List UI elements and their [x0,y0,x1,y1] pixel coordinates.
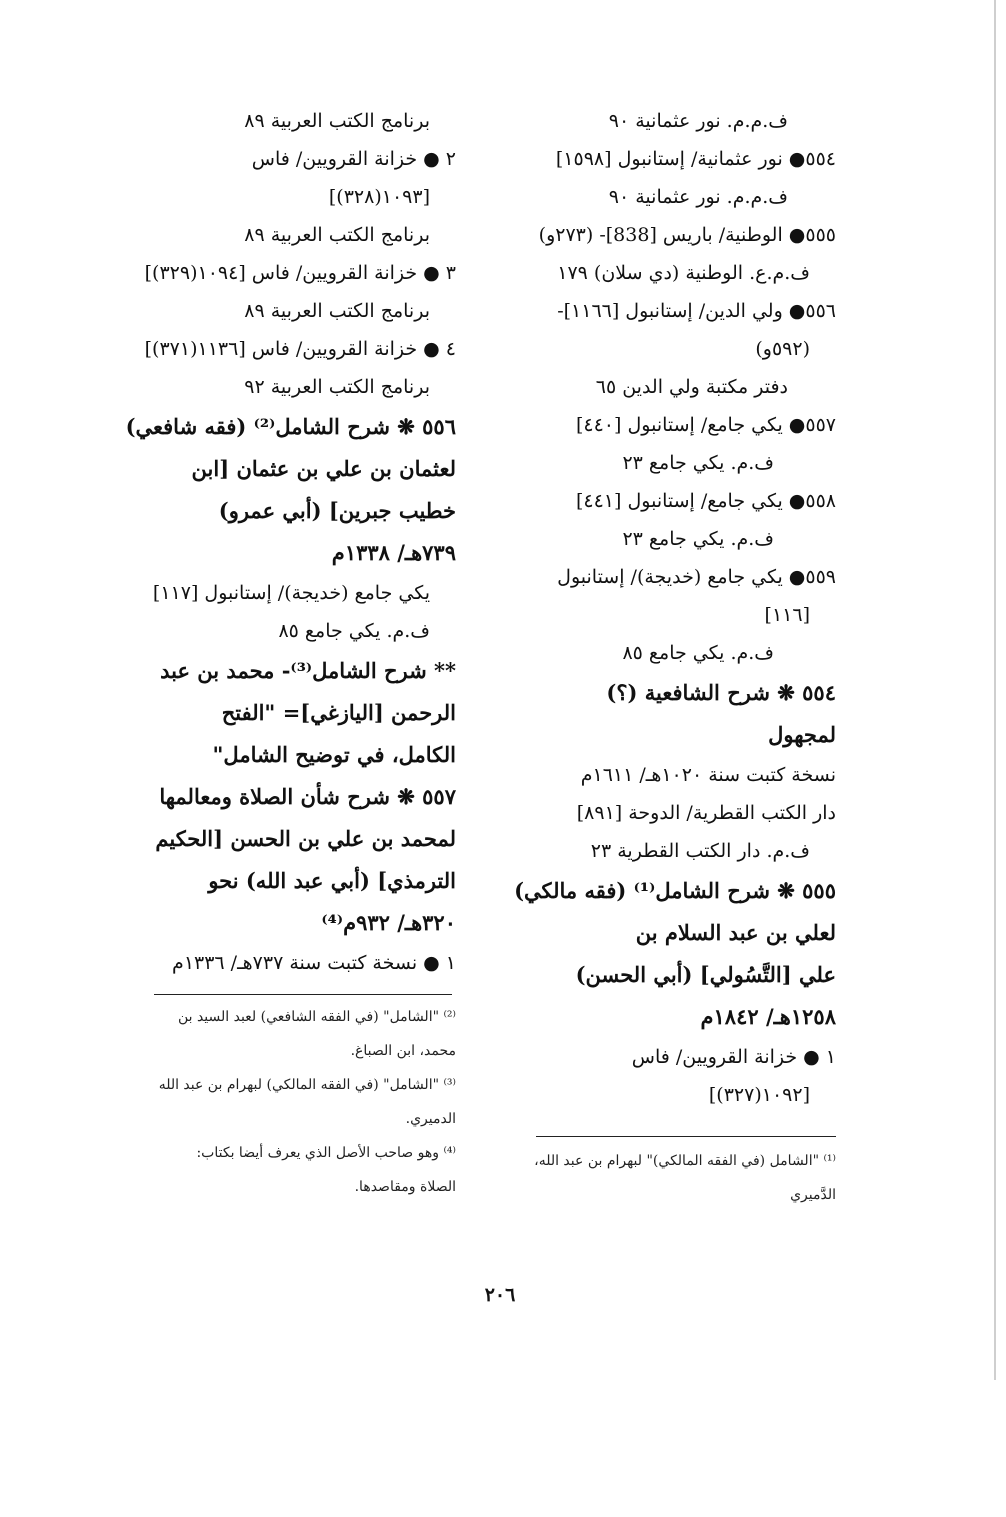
left-column-line: ٥٥٦ ❋ شرح الشامل⁽²⁾ (فقه شافعي) [125,414,456,439]
footnote-right-line: الدَّميري [790,1187,836,1203]
right-column-line: ١ ● خزانة القرويين/ فاس [631,1046,836,1068]
right-column-line: ٥٥٤● نور عثمانية/ إستانبول [١٥٩٨] [555,148,836,170]
left-column-line: [١٠٩٣(٣٢٨)] [328,186,430,208]
right-column-line: ٥٥٤ ❋ شرح الشافعية (؟) [606,680,836,705]
left-column-line: برنامج الكتب العربية ٩٢ [244,376,430,398]
footnote-left-line: الصلاة ومقاصدها. [354,1179,456,1195]
footnote-rule-left [154,994,452,995]
footnote-left-line: ⁽³⁾ "الشامل" (في الفقه المالكي) لبهرام بن عبد الله [158,1077,456,1093]
right-column-line: ف.م. يكي جامع ٢٣ [622,452,774,474]
right-column-line: لمجهول [768,722,836,747]
footnotes-right [498,1144,836,1212]
left-column-line: لعثمان بن علي بن عثمان [ابن [191,456,456,481]
left-column-line: برنامج الكتب العربية ٨٩ [244,110,430,132]
left-column-line: ف.م. يكي جامع ٨٥ [278,620,430,642]
footnote-right-line: ⁽¹⁾ "الشامل (في الفقه المالكي)" لبهرام بن عبد الله، [534,1153,836,1169]
right-column-line: علي [التَّسُولي] (أبي الحسن) [575,962,836,987]
left-column-line: ٥٥٧ ❋ شرح شأن الصلاة ومعالمها [159,784,456,809]
left-column-line: ** شرح الشامل⁽³⁾- محمد بن عبد [160,658,456,683]
left-column-line: يكي جامع (خديجة)/ إستانبول [١١٧] [152,582,430,604]
footnote-left-line: ⁽⁴⁾ وهو صاحب الأصل الذي يعرف أيضا بكتاب: [196,1145,456,1161]
right-column-line: ف.م.م. نور عثمانية ٩٠ [608,186,788,208]
right-column-line: ٥٥٦● ولي الدين/ إستانبول [١١٦٦]- [557,300,836,322]
right-column-line: ف.م. يكي جامع ٨٥ [622,642,774,664]
footnote-rule-right [536,1136,836,1137]
right-column-line: ٥٥٩● يكي جامع (خديجة)/ إستانبول [557,566,836,588]
footnotes-left [112,1000,456,1204]
left-column-line: الترمذي] (أبي عبد الله) نحو [208,868,456,893]
right-column-line: [١٠٩٢(٣٢٧)] [708,1084,810,1106]
left-column-line: ١ ● نسخة كتبت سنة ٧٣٧هـ/ ١٣٣٦م [172,952,456,974]
left-column-line: ٤ ● خزانة القرويين/ فاس [١١٣٦(٣٧١)] [144,338,456,360]
right-column-line: ٥٥٥ ❋ شرح الشامل⁽¹⁾ (فقه مالكي) [514,878,836,903]
right-column-line: دار الكتب القطرية/ الدوحة [٨٩١] [576,802,836,824]
right-column-line: (٥٩٢و) [755,338,810,360]
page-edge [994,0,996,1380]
left-column-line: الكامل، في توضيح الشامل" [212,742,456,767]
right-column-line: ف.م.م. نور عثمانية ٩٠ [608,110,788,132]
right-column-line: ف.م. يكي جامع ٢٣ [622,528,774,550]
right-column-line: ٥٥٥● الوطنية/ باريس [838]- (٢٧٣و) [538,224,836,246]
page-number: ٢٠٦ [484,1284,516,1306]
right-column-line: ٥٥٨● يكي جامع/ إستانبول [٤٤١] [575,490,836,512]
right-column-line: ١٢٥٨هـ/ ١٨٤٢م [700,1004,836,1029]
left-column-line: ٣ ● خزانة القرويين/ فاس [١٠٩٤(٣٢٩)] [144,262,456,284]
right-column-line: دفتر مكتبة ولي الدين ٦٥ [595,376,788,398]
left-column-line: برنامج الكتب العربية ٨٩ [244,300,430,322]
left-column [112,102,456,982]
right-column-line: ٥٥٧● يكي جامع/ إستانبول [٤٤٠] [575,414,836,436]
right-column-line: ف.م.ع. الوطنية (دي سلان) ١٧٩ [557,262,810,284]
left-column-line: خطيب جبرين] (أبي عمرو) [218,498,456,523]
left-column-line: ٧٣٩هـ/ ١٣٣٨م [331,540,456,565]
left-column-line: لمحمد بن علي بن الحسن [الحكيم [155,826,456,851]
right-column [498,102,836,1114]
right-column-line: نسخة كتبت سنة ١٠٢٠هـ/ ١٦١١م [580,764,836,786]
footnote-left-line: ⁽²⁾ "الشامل" (في الفقه الشافعي) لعبد السيد بن [177,1009,456,1025]
left-column-line: برنامج الكتب العربية ٨٩ [244,224,430,246]
right-column-line: ف.م. دار الكتب القطرية ٢٣ [590,840,810,862]
left-column-line: ٣٢٠هـ/ ٩٣٢م⁽⁴⁾ [321,910,456,935]
footnote-left-line: الدميري. [405,1111,456,1127]
right-column-line: [١١٦] [764,604,810,626]
footnote-left-line: محمد، ابن الصباغ. [350,1043,456,1059]
left-column-line: الرحمن [اليازغي]= "الفتح [221,700,456,725]
right-column-line: لعلي بن عبد السلام بن [635,920,836,945]
left-column-line: ٢ ● خزانة القرويين/ فاس [251,148,456,170]
